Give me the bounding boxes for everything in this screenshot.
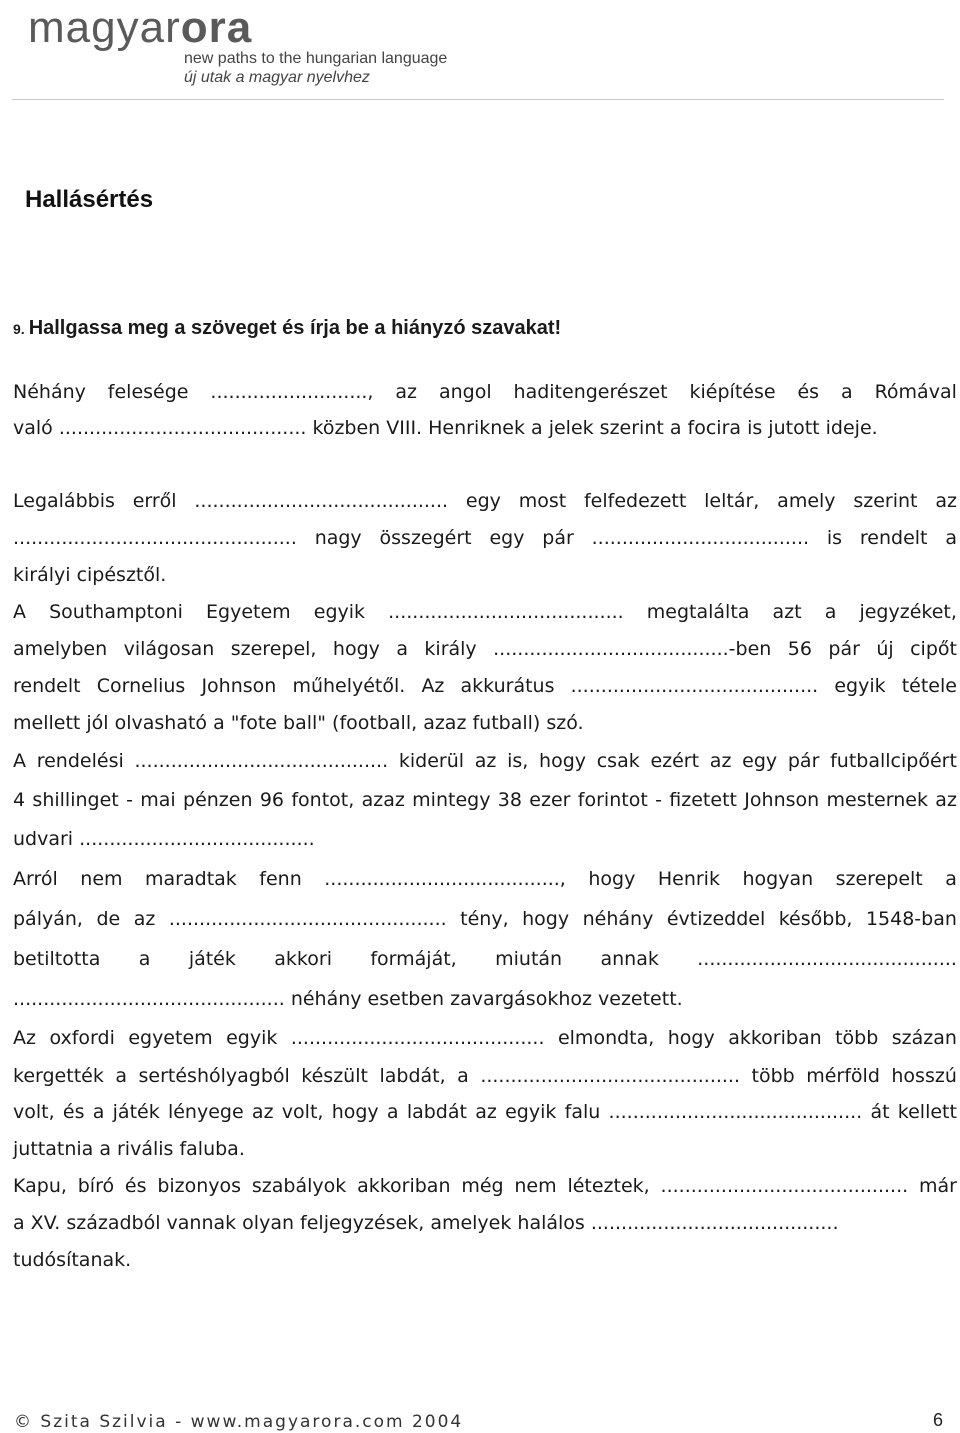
text-line xyxy=(13,674,957,698)
word: shillinget xyxy=(32,789,119,811)
word: haditengerészet xyxy=(513,381,668,403)
word: szerint xyxy=(853,490,918,512)
word: mérföld xyxy=(806,1065,880,1087)
word: bíró xyxy=(77,1175,115,1197)
word: Legalábbis xyxy=(13,490,115,512)
text-line xyxy=(13,1174,957,1198)
word: az xyxy=(395,381,418,403)
logo-part1: magyar xyxy=(28,3,181,52)
word: ........................................... xyxy=(480,1065,741,1087)
word: 1548-ban xyxy=(865,908,957,930)
word: - xyxy=(126,789,133,811)
word: Henrik xyxy=(657,868,720,890)
text-line xyxy=(13,947,957,971)
word: és xyxy=(797,381,820,403)
word: hogy xyxy=(588,868,636,890)
footer-copyright: © Szita Szilvia - www.magyarora.com 2004 xyxy=(14,1412,464,1432)
word: akkoriban xyxy=(728,1027,822,1049)
text-line xyxy=(13,1064,957,1088)
word: fizetett xyxy=(669,789,737,811)
task-number: 9. xyxy=(13,321,25,337)
word: a xyxy=(945,868,957,890)
word: pár xyxy=(787,750,820,772)
tagline-en: new paths to the hungarian language xyxy=(184,50,448,67)
word: 96 xyxy=(259,789,285,811)
word: készült xyxy=(301,1065,368,1087)
word: egyik xyxy=(226,1027,278,1049)
word: A xyxy=(13,601,26,623)
word: 38 xyxy=(497,789,522,811)
word: játék xyxy=(112,1101,160,1123)
word: hogyan xyxy=(742,868,814,890)
word: fenn xyxy=(259,868,302,890)
word: mesternek xyxy=(826,789,928,811)
word: pár xyxy=(542,527,574,549)
word: felfedezett xyxy=(583,490,687,512)
word: és xyxy=(124,1175,147,1197)
page-number: 6 xyxy=(932,1410,943,1430)
word: cipőt xyxy=(910,638,957,660)
word: tétele xyxy=(901,675,957,697)
word: több xyxy=(751,1065,795,1087)
word: Cornelius xyxy=(96,675,186,697)
word: az xyxy=(251,1101,274,1123)
word: bizonyos xyxy=(157,1175,242,1197)
text-line: való ......................................... közben VIII. Henriknek a jelek szerint a focira is jutott ideje. xyxy=(13,417,878,439)
text-line: a XV. századból vannak olyan feljegyzések, amelyek halálos ......................................... xyxy=(13,1212,839,1234)
text-line xyxy=(13,749,957,773)
word: hogy xyxy=(331,1101,379,1123)
word: erről xyxy=(132,490,177,512)
text-line xyxy=(13,600,957,624)
word: az xyxy=(709,750,732,772)
word: azaz xyxy=(361,789,405,811)
word: Néhány xyxy=(13,381,86,403)
word: hogy xyxy=(522,908,570,930)
word: megtalálta xyxy=(646,601,750,623)
word: leltár, xyxy=(704,490,760,512)
task-instruction: Hallgassa meg a szöveget és írja be a hiányzó szavakat! xyxy=(28,317,562,339)
word: volt, xyxy=(13,1101,55,1123)
word: az xyxy=(935,789,957,811)
word: több xyxy=(835,1027,879,1049)
word: szerepelt xyxy=(835,868,923,890)
text-line: mellett jól olvasható a "fote ball" (football, azaz futball) szó. xyxy=(13,712,584,734)
word: mintegy xyxy=(412,789,491,811)
word: jegyzéket, xyxy=(859,601,957,623)
word: - xyxy=(655,789,662,811)
word: akkori xyxy=(274,948,332,970)
word: ............................................... xyxy=(13,527,297,549)
word: Az xyxy=(13,1027,36,1049)
word: kergették xyxy=(13,1065,104,1087)
word: az xyxy=(475,1101,497,1123)
text-line xyxy=(13,380,957,404)
word: .................................... xyxy=(591,527,810,549)
text-line xyxy=(13,788,957,812)
word: Rómával xyxy=(874,381,957,403)
word: és xyxy=(62,1101,85,1123)
word: egyik xyxy=(834,675,886,697)
word: tény, xyxy=(460,908,509,930)
word: hosszú xyxy=(891,1065,957,1087)
word: a xyxy=(945,527,957,549)
word: egy xyxy=(742,750,778,772)
word: forintot xyxy=(577,789,648,811)
word: .............................................. xyxy=(168,908,447,930)
text-line: királyi cipésztől. xyxy=(13,564,167,586)
word: rendelt xyxy=(859,527,928,549)
word: formáját, xyxy=(370,948,457,970)
logo-wordmark xyxy=(28,4,252,52)
word: betiltotta xyxy=(13,948,101,970)
word: ezer xyxy=(529,789,571,811)
word: ezért xyxy=(650,750,700,772)
word: később, xyxy=(778,908,853,930)
word: ........................................... xyxy=(697,948,957,970)
word: százan xyxy=(891,1027,957,1049)
word: ......................................., xyxy=(324,868,566,890)
word: most xyxy=(518,490,567,512)
word: futballcipőért xyxy=(830,750,957,772)
word: ......................................... xyxy=(570,675,819,697)
word: kiépítése xyxy=(689,381,776,403)
word: egy xyxy=(465,490,501,512)
word: csak xyxy=(596,750,640,772)
word: amelyben xyxy=(13,638,108,660)
word: pár xyxy=(828,638,860,660)
word: az xyxy=(935,490,957,512)
word: de xyxy=(96,908,121,930)
word: Johnson xyxy=(201,675,277,697)
text-line: juttatnia a rivális faluba. xyxy=(13,1138,245,1160)
magyarora-logo xyxy=(28,3,448,86)
word: az xyxy=(474,750,497,772)
word: hogy xyxy=(667,1027,715,1049)
word: elmondta, xyxy=(557,1027,655,1049)
word: annak xyxy=(600,948,659,970)
word: egyetem xyxy=(128,1027,213,1049)
word: .......................................... xyxy=(608,1101,863,1123)
word: amely xyxy=(777,490,836,512)
text-line: udvari ....................................... xyxy=(13,828,315,850)
word: labdát, xyxy=(379,1065,446,1087)
word: felesége xyxy=(107,381,189,403)
text-line xyxy=(13,1100,957,1124)
word: .......................................... xyxy=(194,490,449,512)
word: nagy xyxy=(314,527,362,549)
word: miután xyxy=(495,948,563,970)
word: játék xyxy=(188,948,236,970)
word: .......................................-ben xyxy=(493,638,772,660)
word: egyik xyxy=(505,1101,557,1123)
word: 4 xyxy=(13,789,26,811)
word: egyik xyxy=(313,601,366,623)
word: .......................................... xyxy=(134,750,389,772)
word: világosan xyxy=(123,638,215,660)
word: kiderül xyxy=(398,750,465,772)
page-title: Hallásértés xyxy=(25,186,154,213)
word: oxfordi xyxy=(49,1027,115,1049)
word: is xyxy=(826,527,843,549)
word: rendelési xyxy=(36,750,124,772)
word: akkurátus xyxy=(460,675,555,697)
word: a xyxy=(386,1101,399,1123)
word: volt, xyxy=(281,1101,324,1123)
text-line xyxy=(13,526,957,550)
word: lényege xyxy=(167,1101,244,1123)
word: akkoriban xyxy=(357,1175,451,1197)
text-line: ............................................. néhány esetben zavargásokhoz vezetett. xyxy=(13,988,683,1010)
word: sertéshólyagból xyxy=(138,1065,290,1087)
word: szerepel, xyxy=(230,638,317,660)
word: labdát xyxy=(406,1101,467,1123)
word: pénzen xyxy=(183,789,253,811)
text-line xyxy=(13,867,957,891)
word: néhány xyxy=(582,908,654,930)
word: a xyxy=(457,1065,469,1087)
word: .........................., xyxy=(210,381,374,403)
word: nem xyxy=(80,868,123,890)
text-line: tudósítanak. xyxy=(13,1249,132,1271)
word: még xyxy=(461,1175,504,1197)
word: összegért xyxy=(379,527,472,549)
word: rendelt xyxy=(13,675,81,697)
text-line xyxy=(13,907,957,931)
word: Az xyxy=(421,675,445,697)
word: Egyetem xyxy=(206,601,291,623)
word: angol xyxy=(438,381,492,403)
word: a xyxy=(115,1065,127,1087)
text-line xyxy=(13,1026,957,1050)
word: Arról xyxy=(13,868,58,890)
word: 56 xyxy=(787,638,812,660)
word: A xyxy=(13,750,26,772)
word: ......................................... xyxy=(660,1175,909,1197)
word: pályán, xyxy=(13,908,83,930)
word: új xyxy=(876,638,894,660)
word: ....................................... xyxy=(388,601,624,623)
word: a xyxy=(92,1101,105,1123)
word: műhelyétől. xyxy=(292,675,406,697)
word: léteztek, xyxy=(567,1175,650,1197)
task-heading xyxy=(13,317,561,340)
word: falu xyxy=(564,1101,601,1123)
word: mai xyxy=(140,789,176,811)
word: kellett xyxy=(897,1101,957,1123)
word: maradtak xyxy=(145,868,237,890)
text-line xyxy=(13,489,957,513)
word: a xyxy=(396,638,408,660)
text-line xyxy=(13,637,957,661)
word: fontot, xyxy=(291,789,355,811)
word: egy xyxy=(489,527,525,549)
logo-part2: ora xyxy=(180,3,253,52)
word: hogy xyxy=(332,638,380,660)
word: Southamptoni xyxy=(49,601,183,623)
word: Johnson xyxy=(744,789,820,811)
tagline-hu: új utak a magyar nyelvhez xyxy=(184,69,370,86)
word: már xyxy=(918,1175,957,1197)
word: hogy xyxy=(539,750,587,772)
word: király xyxy=(424,638,477,660)
word: nem xyxy=(514,1175,557,1197)
word: szabályok xyxy=(251,1175,347,1197)
header-divider xyxy=(12,99,944,100)
word: a xyxy=(841,381,853,403)
word: Kapu, xyxy=(13,1175,67,1197)
word: is, xyxy=(507,750,529,772)
word: a xyxy=(138,948,151,970)
word: .......................................... xyxy=(290,1027,545,1049)
word: azt xyxy=(772,601,802,623)
word: évtizeddel xyxy=(666,908,766,930)
word: át xyxy=(870,1101,890,1123)
word: a xyxy=(824,601,837,623)
word: az xyxy=(133,908,156,930)
